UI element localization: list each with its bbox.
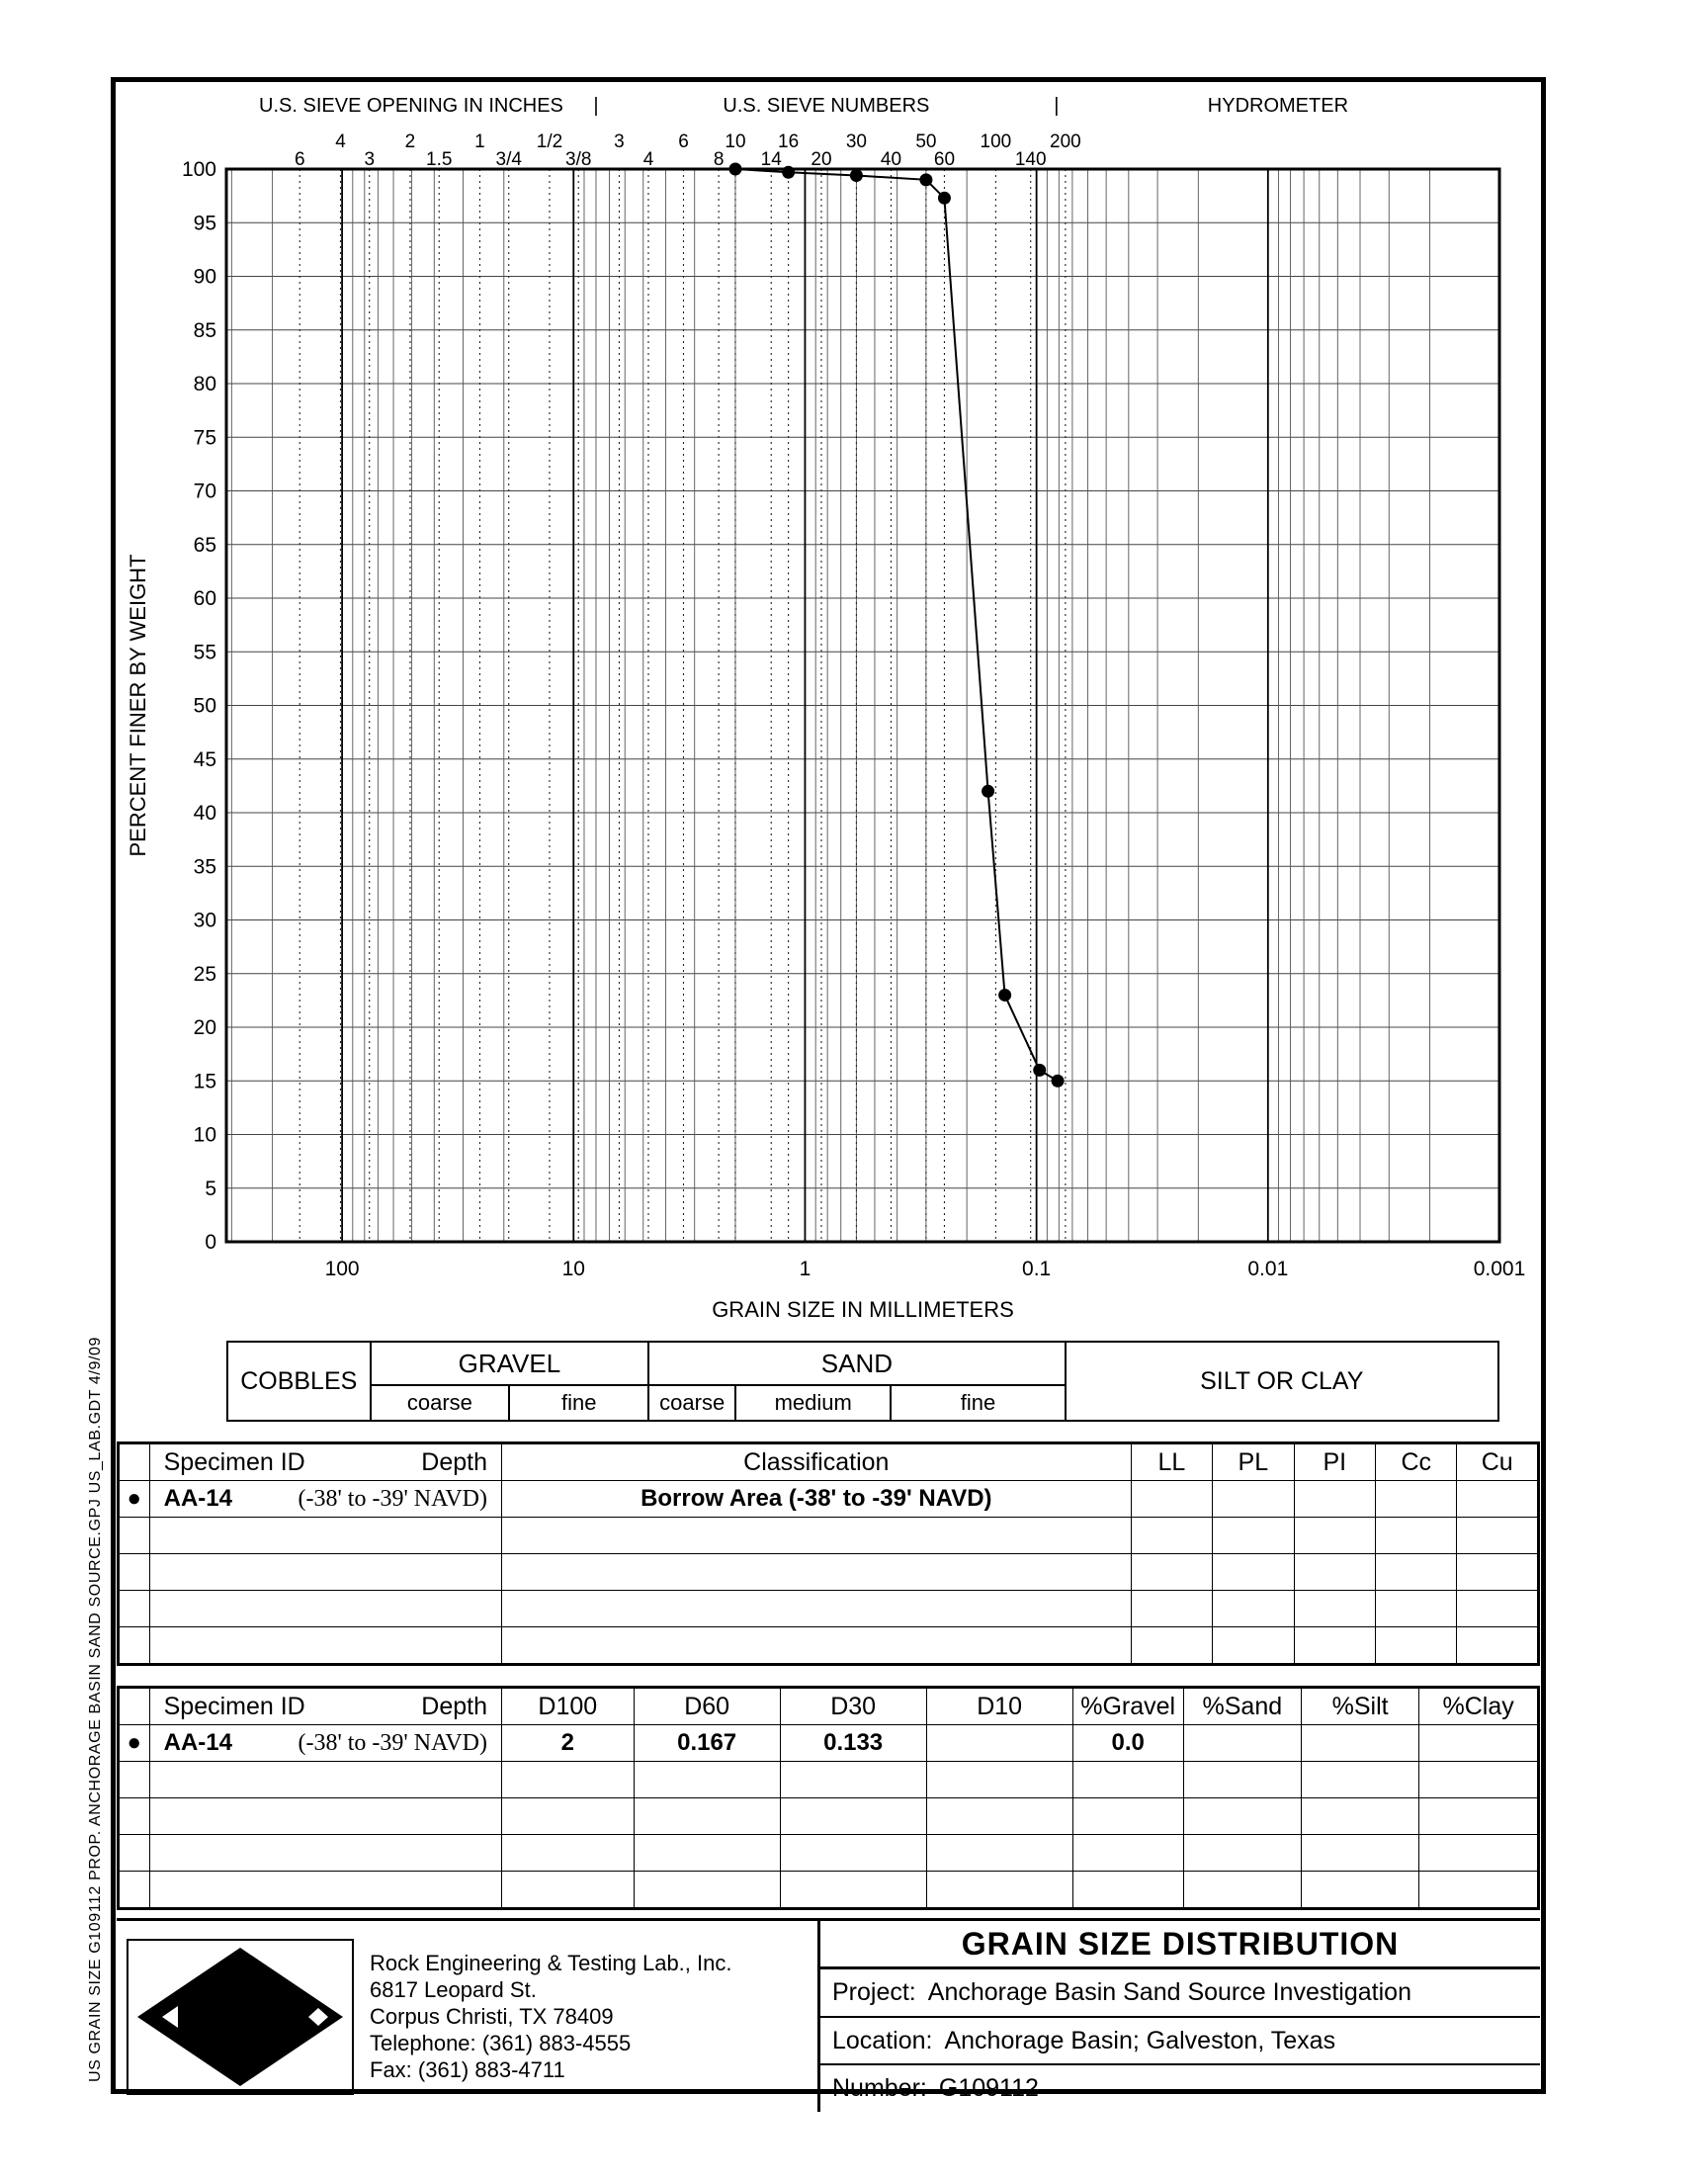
- sieve-tick-label: 3/8: [565, 149, 592, 170]
- sieve-tick-label: 20: [811, 149, 832, 170]
- number-value: G109112: [938, 2074, 1039, 2103]
- specimen-depth-header: [149, 1443, 501, 1481]
- sieve-tick-label: 50: [915, 131, 937, 152]
- empty-cell: [1213, 1554, 1294, 1591]
- empty-cell: [1376, 1627, 1457, 1665]
- empty-cell: [926, 1762, 1072, 1798]
- d30-value: 0.133: [780, 1725, 926, 1762]
- specimen-id: AA-14: [163, 1485, 232, 1512]
- y-tick-label: 30: [193, 909, 216, 932]
- empty-cell: [780, 1762, 926, 1798]
- y-tick-label: 95: [193, 212, 216, 235]
- specimen-id-header: Specimen ID: [163, 1692, 305, 1720]
- empty-cell: [634, 1798, 780, 1835]
- data-point: [938, 192, 951, 205]
- sieve-tick-label: 8: [713, 149, 725, 170]
- depth-header: Depth: [421, 1447, 487, 1476]
- d60-header: D60: [634, 1688, 780, 1725]
- sieve-tick-label: 10: [725, 131, 746, 152]
- empty-cell: [1457, 1627, 1539, 1665]
- empty-row: [119, 1835, 1539, 1872]
- data-point: [728, 163, 741, 176]
- cu-header: Cu: [1457, 1443, 1539, 1481]
- sieve-tick-label: 40: [880, 149, 902, 170]
- company-name: Rock Engineering & Testing Lab., Inc.: [370, 1951, 732, 1975]
- empty-cell: [501, 1872, 634, 1909]
- cc-header: Cc: [1376, 1443, 1457, 1481]
- empty-cell: [1301, 1798, 1418, 1835]
- pi-value: [1294, 1481, 1375, 1518]
- empty-row: [119, 1627, 1539, 1665]
- y-tick-label: 0: [205, 1231, 216, 1254]
- empty-cell: [1131, 1518, 1212, 1554]
- empty-cell: [1131, 1591, 1212, 1627]
- sieve-tick-label: 16: [778, 131, 800, 152]
- cu-value: [1457, 1481, 1539, 1518]
- sieve-tick-label: 4: [642, 149, 654, 170]
- company-telephone: Telephone: (361) 883-4555: [370, 2031, 632, 2055]
- empty-cell: [1419, 1798, 1539, 1835]
- d10-value: [926, 1725, 1072, 1762]
- empty-cell: [1131, 1554, 1212, 1591]
- sieve-tick-label: 1: [474, 131, 485, 152]
- top-axis-group-label: HYDROMETER: [1207, 95, 1349, 117]
- empty-cell: [1301, 1835, 1418, 1872]
- band-silt-or-clay: SILT OR CLAY: [1066, 1342, 1498, 1421]
- empty-cell: [149, 1591, 501, 1627]
- classification-bar: [226, 1341, 1499, 1422]
- top-axis-group-label: U.S. SIEVE NUMBERS: [723, 95, 930, 117]
- pi-header: PI: [1294, 1443, 1375, 1481]
- empty-cell: [149, 1518, 501, 1554]
- empty-row: [119, 1798, 1539, 1835]
- empty-cell: [1072, 1872, 1183, 1909]
- specimen-classification-table: [117, 1441, 1540, 1666]
- empty-cell: [634, 1872, 780, 1909]
- y-tick-label: 60: [193, 587, 216, 610]
- ll-header: LL: [1131, 1443, 1212, 1481]
- sieve-tick-label: 30: [845, 131, 867, 152]
- empty-row: [119, 1591, 1539, 1627]
- x-axis-title: GRAIN SIZE IN MILLIMETERS: [712, 1297, 1014, 1322]
- top-axis-separator: |: [1054, 95, 1060, 117]
- empty-cell: [501, 1798, 634, 1835]
- empty-cell: [149, 1554, 501, 1591]
- empty-cell: [119, 1627, 150, 1665]
- pct-sand-header: %Sand: [1183, 1688, 1301, 1725]
- gradation-values-table: [117, 1686, 1540, 1910]
- d10-header: D10: [926, 1688, 1072, 1725]
- y-tick-label: 85: [193, 318, 216, 342]
- company-info: [370, 1950, 731, 2083]
- cc-value: [1376, 1481, 1457, 1518]
- empty-cell: [502, 1554, 1132, 1591]
- pct-clay-value: [1419, 1725, 1539, 1762]
- pct-gravel-header: %Gravel: [1072, 1688, 1183, 1725]
- pl-header: PL: [1213, 1443, 1294, 1481]
- x-tick-label: 0.01: [1247, 1258, 1289, 1280]
- y-tick-label: 75: [193, 426, 216, 450]
- sieve-tick-label: 2: [404, 131, 416, 152]
- empty-cell: [502, 1518, 1132, 1554]
- project-label: Project:: [832, 1977, 916, 2006]
- depth-value: (-38' to -39' NAVD): [298, 1730, 487, 1756]
- empty-cell: [1072, 1762, 1183, 1798]
- pct-gravel-value: 0.0: [1072, 1725, 1183, 1762]
- table-row: [119, 1725, 1539, 1762]
- empty-cell: [502, 1591, 1132, 1627]
- logo-text: ROCK: [180, 1992, 302, 2040]
- empty-cell: [502, 1627, 1132, 1665]
- band-sand: SAND: [648, 1342, 1065, 1385]
- y-tick-label: 20: [193, 1016, 216, 1039]
- empty-row: [119, 1872, 1539, 1909]
- empty-cell: [1183, 1872, 1301, 1909]
- empty-cell: [1301, 1872, 1418, 1909]
- specimen-id-header: Specimen ID: [163, 1447, 305, 1476]
- empty-cell: [149, 1798, 501, 1835]
- location-value: Anchorage Basin; Galveston, Texas: [944, 2026, 1336, 2054]
- band-gravel-coarse: coarse: [371, 1385, 510, 1421]
- empty-cell: [149, 1872, 501, 1909]
- y-tick-label: 15: [193, 1070, 216, 1093]
- sieve-tick-label: 3: [614, 131, 625, 152]
- empty-cell: [1072, 1835, 1183, 1872]
- specimen-id: AA-14: [163, 1729, 232, 1756]
- empty-cell: [1419, 1872, 1539, 1909]
- report-frame: [111, 77, 1546, 2103]
- empty-cell: [926, 1872, 1072, 1909]
- band-gravel-fine: fine: [509, 1385, 648, 1421]
- pct-silt-value: [1301, 1725, 1418, 1762]
- specimen-depth-cell: [149, 1725, 501, 1762]
- y-tick-label: 55: [193, 641, 216, 664]
- empty-cell: [1457, 1591, 1539, 1627]
- marker-column-header: [119, 1443, 150, 1481]
- empty-cell: [1131, 1627, 1212, 1665]
- y-tick-label: 10: [193, 1123, 216, 1147]
- location-row: [820, 2018, 1540, 2066]
- depth-value: (-38' to -39' NAVD): [298, 1486, 487, 1512]
- y-tick-label: 50: [193, 694, 216, 718]
- empty-row: [119, 1554, 1539, 1591]
- sieve-tick-label: 3/4: [495, 149, 522, 170]
- empty-cell: [119, 1591, 150, 1627]
- data-point: [1033, 1064, 1046, 1077]
- data-point: [1052, 1075, 1065, 1088]
- data-point: [919, 173, 932, 186]
- company-fax: Fax: (361) 883-4711: [370, 2057, 565, 2082]
- empty-cell: [1213, 1591, 1294, 1627]
- empty-cell: [1294, 1518, 1375, 1554]
- y-axis-title: PERCENT FINER BY WEIGHT: [126, 554, 150, 857]
- y-tick-label: 40: [193, 802, 216, 825]
- company-city: Corpus Christi, TX 78409: [370, 2004, 614, 2029]
- data-point: [982, 785, 994, 798]
- y-tick-label: 90: [193, 265, 216, 289]
- table-row: [119, 1481, 1539, 1518]
- company-street: 6817 Leopard St.: [370, 1977, 537, 2002]
- band-sand-fine: fine: [891, 1385, 1065, 1421]
- empty-cell: [119, 1554, 150, 1591]
- marker-column-header: [119, 1688, 150, 1725]
- empty-cell: [1294, 1591, 1375, 1627]
- empty-cell: [926, 1835, 1072, 1872]
- empty-cell: [1376, 1554, 1457, 1591]
- sieve-tick-label: 1/2: [536, 131, 563, 152]
- band-cobbles: COBBLES: [227, 1342, 371, 1421]
- company-block: [117, 1921, 820, 2112]
- y-tick-label: 65: [193, 533, 216, 557]
- empty-cell: [780, 1835, 926, 1872]
- location-label: Location:: [832, 2026, 933, 2054]
- empty-cell: [1419, 1835, 1539, 1872]
- sieve-tick-label: 200: [1050, 131, 1081, 152]
- table-header-row: [119, 1688, 1539, 1725]
- empty-cell: [1183, 1835, 1301, 1872]
- empty-cell: [1376, 1518, 1457, 1554]
- d60-value: 0.167: [634, 1725, 780, 1762]
- sieve-tick-label: 60: [933, 149, 956, 170]
- series-marker: ●: [119, 1725, 150, 1762]
- specimen-depth-cell: [149, 1481, 501, 1518]
- number-row: [820, 2065, 1540, 2112]
- top-axis-separator: |: [593, 95, 599, 117]
- sieve-tick-label: 1.5: [426, 149, 453, 170]
- empty-row: [119, 1762, 1539, 1798]
- report-info-block: [820, 1921, 1540, 2112]
- empty-cell: [149, 1835, 501, 1872]
- empty-cell: [1294, 1554, 1375, 1591]
- y-tick-label: 45: [193, 747, 216, 771]
- empty-cell: [1183, 1798, 1301, 1835]
- pct-clay-header: %Clay: [1419, 1688, 1539, 1725]
- empty-cell: [1457, 1518, 1539, 1554]
- empty-cell: [119, 1798, 150, 1835]
- d100-value: 2: [501, 1725, 634, 1762]
- empty-cell: [501, 1835, 634, 1872]
- data-point: [782, 166, 795, 179]
- empty-cell: [1419, 1762, 1539, 1798]
- empty-cell: [780, 1798, 926, 1835]
- sieve-tick-label: 4: [335, 131, 346, 152]
- gradation-curve: [735, 169, 1058, 1081]
- sieve-tick-label: 6: [294, 149, 305, 170]
- d30-header: D30: [780, 1688, 926, 1725]
- band-sand-medium: medium: [735, 1385, 891, 1421]
- sieve-tick-label: 140: [1014, 149, 1047, 170]
- specimen-depth-header: [149, 1688, 501, 1725]
- title-block: [117, 1918, 1540, 2112]
- empty-cell: [149, 1627, 501, 1665]
- series-marker: ●: [119, 1481, 150, 1518]
- empty-cell: [119, 1835, 150, 1872]
- x-tick-label: 0.1: [1022, 1258, 1052, 1280]
- sieve-tick-label: 6: [678, 131, 689, 152]
- y-tick-label: 80: [193, 373, 216, 395]
- y-tick-label: 35: [193, 855, 216, 879]
- x-tick-label: 100: [324, 1258, 360, 1280]
- rock-logo: [127, 1939, 354, 2095]
- empty-cell: [119, 1762, 150, 1798]
- d100-header: D100: [501, 1688, 634, 1725]
- empty-row: [119, 1518, 1539, 1554]
- table-header-row: [119, 1443, 1539, 1481]
- y-tick-label: 25: [193, 962, 216, 986]
- sieve-tick-label: 100: [980, 131, 1012, 152]
- y-tick-label: 100: [181, 158, 216, 181]
- empty-cell: [1183, 1762, 1301, 1798]
- grain-size-chart: [116, 82, 1541, 1326]
- empty-cell: [1376, 1591, 1457, 1627]
- rock-logo-graphic: [134, 1945, 346, 2089]
- depth-header: Depth: [421, 1692, 487, 1720]
- empty-cell: [926, 1798, 1072, 1835]
- empty-cell: [119, 1872, 150, 1909]
- top-axis-group-label: U.S. SIEVE OPENING IN INCHES: [259, 95, 563, 117]
- data-point: [850, 169, 863, 182]
- empty-cell: [149, 1762, 501, 1798]
- project-value: Anchorage Basin Sand Source Investigation: [927, 1977, 1411, 2006]
- band-sand-coarse: coarse: [648, 1385, 735, 1421]
- y-tick-label: 70: [193, 480, 216, 503]
- empty-cell: [119, 1518, 150, 1554]
- empty-cell: [1072, 1798, 1183, 1835]
- classification-value: Borrow Area (-38' to -39' NAVD): [502, 1481, 1132, 1518]
- empty-cell: [1457, 1554, 1539, 1591]
- project-row: [820, 1969, 1540, 2018]
- band-gravel: GRAVEL: [371, 1342, 649, 1385]
- classification-header: Classification: [502, 1443, 1132, 1481]
- empty-cell: [501, 1762, 634, 1798]
- pct-silt-header: %Silt: [1301, 1688, 1418, 1725]
- data-point: [998, 989, 1011, 1002]
- empty-cell: [1213, 1627, 1294, 1665]
- empty-cell: [634, 1835, 780, 1872]
- pl-value: [1213, 1481, 1294, 1518]
- number-label: Number:: [832, 2074, 927, 2103]
- y-tick-label: 5: [205, 1177, 216, 1200]
- x-tick-label: 0.001: [1473, 1258, 1526, 1280]
- x-tick-label: 10: [561, 1258, 585, 1280]
- empty-cell: [780, 1872, 926, 1909]
- empty-cell: [1301, 1762, 1418, 1798]
- report-title: GRAIN SIZE DISTRIBUTION: [820, 1921, 1540, 1969]
- edge-file-stamp: US GRAIN SIZE G109112 PROP. ANCHORAGE BASIN SAND SOURCE.GPJ US_LAB.GDT 4/9/09: [87, 1337, 104, 2082]
- sieve-tick-label: 3: [364, 149, 376, 170]
- empty-cell: [634, 1762, 780, 1798]
- pct-sand-value: [1183, 1725, 1301, 1762]
- x-tick-label: 1: [799, 1258, 811, 1280]
- empty-cell: [1294, 1627, 1375, 1665]
- ll-value: [1131, 1481, 1212, 1518]
- empty-cell: [1213, 1518, 1294, 1554]
- sieve-tick-label: 14: [760, 149, 782, 170]
